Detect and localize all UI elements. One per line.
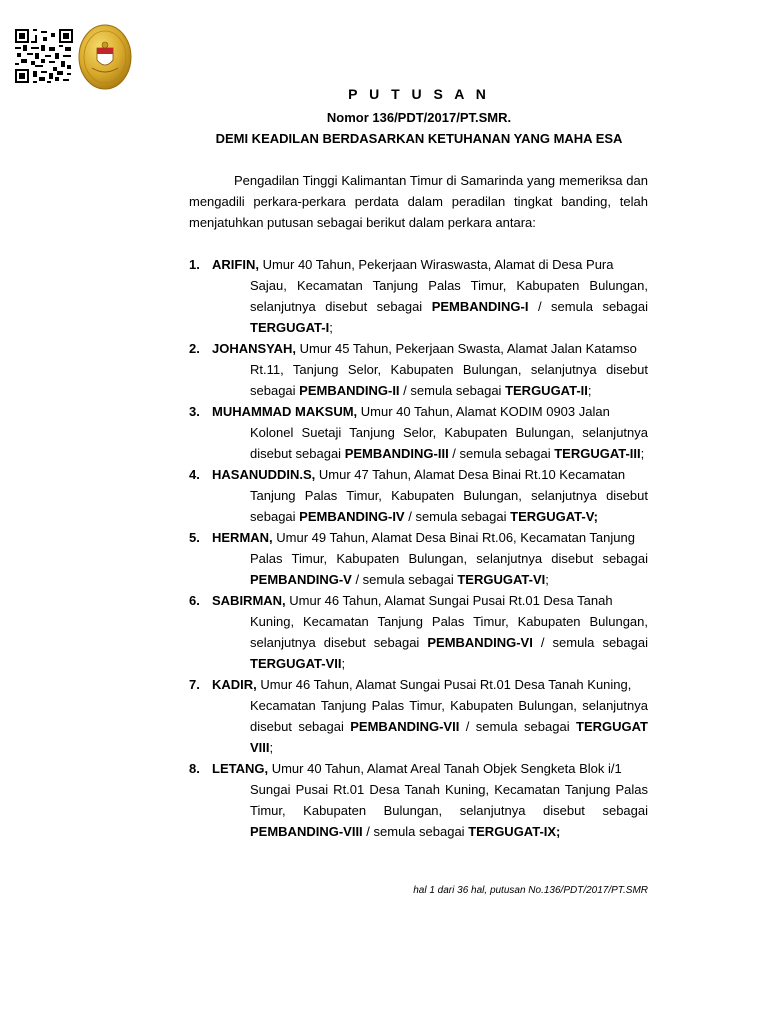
party-item: [189, 254, 648, 338]
pembanding-label: PEMBANDING-VI: [427, 635, 533, 650]
party-detail: Kolonel Suetaji Tanjung Selor, Kabupaten Bulungan, selanjutnya disebut sebagai: [250, 425, 648, 461]
tergugat-label: TERGUGAT-IX;: [468, 824, 561, 839]
party-detail-first-line: Umur 40 Tahun, Pekerjaan Wiraswasta, Alamat di Desa Pura: [258, 257, 614, 272]
pembanding-label: PEMBANDING-V: [250, 572, 352, 587]
semula-text: / semula sebagai: [404, 509, 511, 524]
party-detail: Sajau, Kecamatan Tanjung Palas Timur, Kabupaten Bulungan, selanjutnya disebut sebagai: [250, 278, 648, 314]
party-detail-first-line: Umur 46 Tahun, Alamat Sungai Pusai Rt.01 Desa Tanah: [285, 593, 613, 608]
party-item: [189, 464, 648, 527]
pembanding-label: PEMBANDING-II: [299, 383, 400, 398]
semula-text: / semula sebagai: [362, 824, 469, 839]
tergugat-label: TERGUGAT-VI: [457, 572, 546, 587]
party-name: ARIFIN,: [212, 257, 259, 272]
party-number: 1.: [189, 257, 200, 272]
case-number: Nomor 136/PDT/2017/PT.SMR.: [326, 110, 512, 125]
qr-code: [15, 29, 73, 83]
party-number: 3.: [189, 404, 200, 419]
party-name: LETANG,: [212, 761, 269, 776]
tergugat-label: TERGUGAT-I: [250, 320, 330, 335]
verdict-heading: DEMI KEADILAN BERDASARKAN KETUHANAN YANG MAHA ESA: [215, 131, 623, 146]
semula-text: / semula sebagai: [459, 719, 576, 734]
pembanding-label: PEMBANDING-III: [344, 446, 449, 461]
party-name: MUHAMMAD MAKSUM,: [212, 404, 358, 419]
party-item: [189, 527, 648, 590]
semula-text: / semula sebagai: [528, 299, 648, 314]
party-detail: Tanjung Palas Timur, Kabupaten Bulungan, selanjutnya disebut sebagai: [250, 488, 648, 524]
tergugat-label: TERGUGAT-II: [505, 383, 588, 398]
party-name: HERMAN,: [212, 530, 273, 545]
tergugat-label: TERGUGAT-VII: [250, 656, 342, 671]
party-end: ;: [587, 383, 592, 398]
party-number: 8.: [189, 761, 200, 776]
tergugat-label: TERGUGAT-V;: [510, 509, 598, 524]
party-detail: Rt.11, Tanjung Selor, Kabupaten Bulungan, selanjutnya disebut sebagai: [250, 362, 648, 398]
party-detail: Palas Timur, Kabupaten Bulungan, selanjutnya disebut sebagai: [250, 551, 648, 566]
semula-text: / semula sebagai: [351, 572, 458, 587]
pembanding-label: PEMBANDING-IV: [299, 509, 405, 524]
tergugat-label: TERGUGAT VIII: [250, 719, 648, 755]
party-detail-first-line: Umur 40 Tahun, Alamat Areal Tanah Objek Sengketa Blok i/1: [268, 761, 622, 776]
party-item: [189, 674, 648, 758]
semula-text: / semula sebagai: [448, 446, 555, 461]
party-item: [189, 758, 648, 842]
party-name: HASANUDDIN.S,: [212, 467, 316, 482]
party-number: 4.: [189, 467, 200, 482]
party-number: 2.: [189, 341, 200, 356]
tergugat-label: TERGUGAT-III: [554, 446, 641, 461]
party-detail-first-line: Umur 49 Tahun, Alamat Desa Binai Rt.06, Kecamatan Tanjung: [272, 530, 635, 545]
party-name: SABIRMAN,: [212, 593, 286, 608]
party-number: 6.: [189, 593, 200, 608]
party-end: ;: [269, 740, 274, 755]
party-detail: Sungai Pusai Rt.01 Desa Tanah Kuning, Kecamatan Tanjung Palas Timur, Kabupaten Bulungan, selanjutnya disebut sebagai: [250, 782, 648, 818]
party-detail-first-line: Umur 47 Tahun, Alamat Desa Binai Rt.10 Kecamatan: [315, 467, 626, 482]
party-end: ;: [545, 572, 549, 587]
semula-text: / semula sebagai: [532, 635, 648, 650]
party-name: JOHANSYAH,: [212, 341, 297, 356]
party-end: ;: [329, 320, 333, 335]
semula-text: / semula sebagai: [399, 383, 506, 398]
mahkamah-agung-seal-icon: [78, 24, 132, 90]
party-item: [189, 338, 648, 401]
party-detail-first-line: Umur 46 Tahun, Alamat Sungai Pusai Rt.01 Desa Tanah Kuning,: [256, 677, 632, 692]
pembanding-label: PEMBANDING-I: [431, 299, 529, 314]
party-item: [189, 401, 648, 464]
party-detail-first-line: Umur 40 Tahun, Alamat KODIM 0903 Jalan: [357, 404, 610, 419]
party-end: ;: [640, 446, 645, 461]
party-item: [189, 590, 648, 674]
party-list: [189, 254, 648, 842]
party-number: 5.: [189, 530, 200, 545]
page-footer: hal 1 dari 36 hal, putusan No.136/PDT/2017/PT.SMR: [413, 885, 648, 896]
pembanding-label: PEMBANDING-VIII: [250, 824, 363, 839]
party-number: 7.: [189, 677, 200, 692]
party-detail-first-line: Umur 45 Tahun, Pekerjaan Swasta, Alamat Jalan Katamso: [296, 341, 637, 356]
pembanding-label: PEMBANDING-VII: [350, 719, 460, 734]
party-detail: Kuning, Kecamatan Tanjung Palas Timur, Kabupaten Bulungan, selanjutnya disebut sebagai: [250, 614, 648, 650]
party-end: ;: [341, 656, 346, 671]
intro-paragraph: Pengadilan Tinggi Kalimantan Timur di Samarinda yang memeriksa dan mengadili perkara-perkara perdata dalam peradilan tingkat banding, telah menjatuhkan putusan sebagai berikut dalam perkara antara:: [189, 173, 648, 230]
party-detail: Kecamatan Tanjung Palas Timur, Kabupaten Bulungan, selanjutnya disebut sebagai: [250, 698, 648, 734]
party-name: KADIR,: [212, 677, 257, 692]
document-title: P U T U S A N: [348, 86, 490, 102]
